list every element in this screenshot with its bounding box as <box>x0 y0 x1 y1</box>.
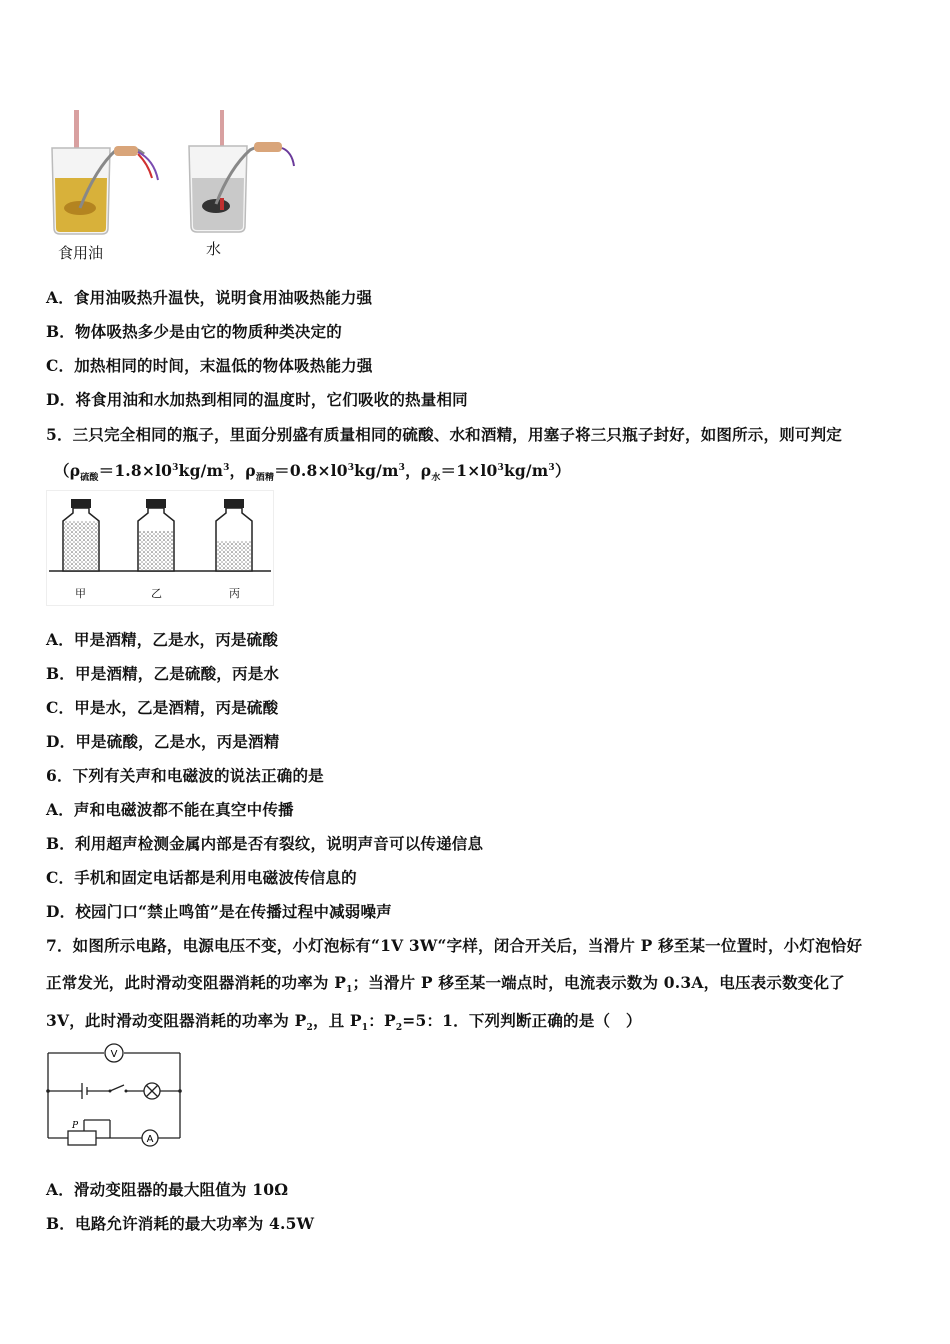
caption-water: 水 <box>206 240 222 258</box>
q5-density-values: （$\rho_{硫酸}=1.8\times l0^3kg/m^3$，$\rho_{酒精}=0.8\times l0^3kg/m^3$，$\rho_水=1\times l0^3kg/m^3$） <box>54 461 571 484</box>
slider-label: P <box>72 1121 79 1131</box>
bottle-label-1: 甲 <box>75 587 86 600</box>
q7-option-b: B．电路允许消耗的最大功率为 4.5W <box>46 1214 315 1233</box>
circuit-illustration <box>44 1040 186 1148</box>
q5-stem: 5．三只完全相同的瓶子，里面分别盛有质量相同的硫酸、水和酒精，用塞子将三只瓶子封好，如图所示，则可判定 <box>46 425 842 444</box>
bottle-label-3: 丙 <box>229 587 240 600</box>
q6-option-d: D．校园门口“禁止鸣笛”是在传播过程中减弱噪声 <box>46 902 392 921</box>
q5-option-b: B．甲是酒精，乙是硫酸，丙是水 <box>46 664 280 683</box>
q5-option-c: C．甲是水，乙是酒精，丙是硫酸 <box>46 698 279 717</box>
voltmeter-label: V <box>110 1049 118 1060</box>
caption-oil: 食用油 <box>58 244 104 262</box>
q4-option-d: D．将食用油和水加热到相同的温度时，它们吸收的热量相同 <box>46 390 468 409</box>
q6-stem: 6．下列有关声和电磁波的说法正确的是 <box>46 766 324 785</box>
q7-option-a: A．滑动变阻器的最大阻值为 10Ω <box>46 1180 289 1199</box>
q4-option-a: A．食用油吸热升温快，说明食用油吸热能力强 <box>46 288 373 307</box>
q5-option-a: A．甲是酒精，乙是水，丙是硫酸 <box>46 630 279 649</box>
bottle-label-2: 乙 <box>151 587 162 600</box>
q6-option-a: A．声和电磁波都不能在真空中传播 <box>46 800 294 819</box>
q4-option-b: B．物体吸热多少是由它的物质种类决定的 <box>46 322 342 341</box>
q4-option-c: C．加热相同的时间，末温低的物体吸热能力强 <box>46 356 373 375</box>
beaker-figure <box>44 108 304 268</box>
q6-option-c: C．手机和固定电话都是利用电磁波传信息的 <box>46 868 357 887</box>
q5-option-d: D．甲是硫酸，乙是水，丙是酒精 <box>46 732 280 751</box>
circuit-diagram <box>44 1040 186 1148</box>
q7-stem-line2: 正常发光，此时滑动变阻器消耗的功率为 $P_1$；当滑片 P 移至某一端点时，电流表示数为 0.3A，电压表示数变化了 <box>46 973 845 996</box>
q6-option-b: B．利用超声检测金属内部是否有裂纹，说明声音可以传递信息 <box>46 834 484 853</box>
bottles-figure <box>46 490 274 606</box>
ammeter-label: A <box>146 1134 154 1145</box>
q7-stem-line3: 3V，此时滑动变阻器消耗的功率为 $P_2$，且 $P_1$：$P_2=5$：1．下列判断正确的是（ ） <box>46 1011 642 1034</box>
q7-stem-line1: 7．如图所示电路，电源电压不变，小灯泡标有“1V 3W“字样，闭合开关后，当滑片 P 移至某一位置时，小灯泡恰好 <box>46 936 863 955</box>
